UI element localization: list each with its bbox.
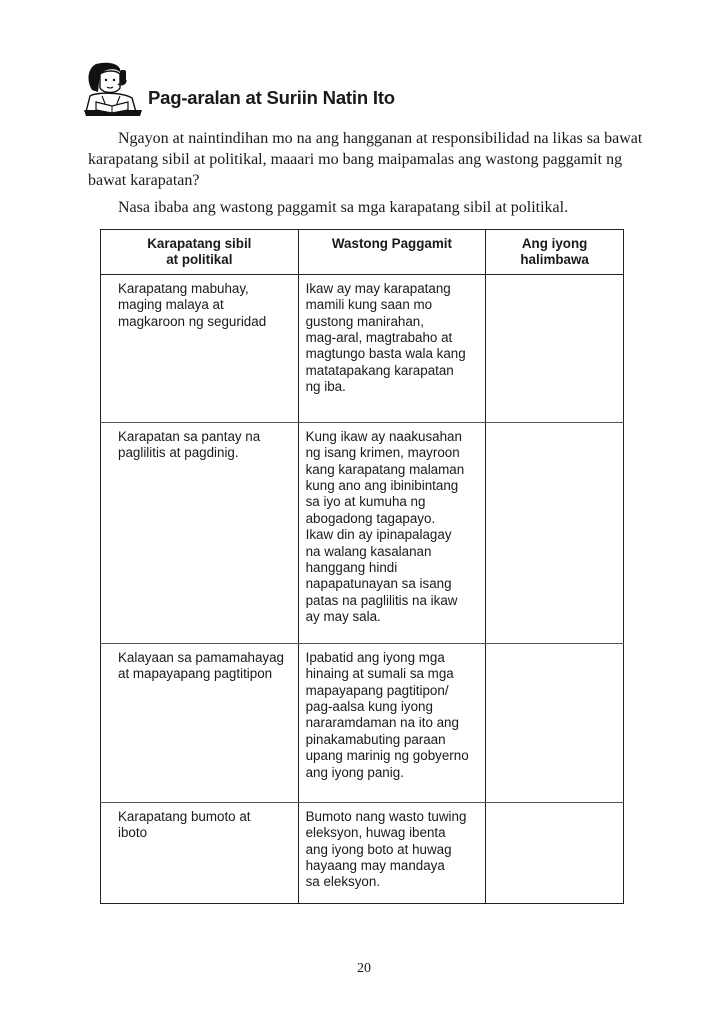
table-header-row [101, 230, 624, 275]
intro-text: Ngayon at naintindihan mo na ang hangganan at responsibilidad na likas sa bawat karapatang sibil at politikal, maaari mo bang maipamalas ang wastong paggamit ng bawat karapatan? [88, 130, 643, 189]
table-row-separator [101, 626, 624, 644]
section-header [82, 60, 442, 120]
intro-paragraph [88, 128, 648, 191]
table-row-separator [101, 785, 624, 803]
table-row [101, 802, 624, 903]
example-cell [486, 802, 624, 903]
column-header-right: Karapatang sibil at politikal [101, 230, 299, 275]
right-usage: Kung ikaw ay naakusahan ng isang krimen, mayroon kang karapatang malaman kung ano ang ibinibintang sa iyo at kumuha ng abogadong tagapayo. Ikaw din ay ipinapalagay na walang kasalanan hanggang hindi napapatunayan sa isang patas na paglilitis na ikaw ay may sala. [305, 428, 465, 625]
example-cell [486, 643, 624, 785]
column-header-usage: Wastong Paggamit [298, 230, 486, 275]
person-reading-phone-icon [82, 60, 146, 118]
right-name: Kalayaan sa pamamahayag at mapayapang pagtitipon [118, 649, 285, 682]
right-name: Karapatang bumoto at iboto [118, 808, 251, 841]
column-header-example: Ang iyong halimbawa [486, 230, 624, 275]
rights-table [100, 229, 624, 904]
table-row [101, 643, 624, 785]
right-usage: Ipabatid ang iyong mga hinaing at sumali sa mga mapayapang pagtitipon/ pag-aalsa kung iyong nararamdaman na ito ang pinakamabuting paraan upang marinig ng gobyerno ang iyong panig. [305, 649, 469, 780]
right-name: Karapatang mabuhay, maging malaya at magkaroon ng seguridad [118, 280, 267, 329]
right-usage: Ikaw ay may karapatang mamili kung saan mo gustong manirahan, mag-aral, magtrabaho at magtungo basta wala kang matatapakang karapatan ng iba. [305, 280, 466, 395]
lead-sentence: Nasa ibaba ang wastong paggamit sa mga karapatang sibil at politikal. [118, 199, 569, 216]
table-row [101, 274, 624, 405]
section-title: Pag-aralan at Suriin Natin Ito [148, 87, 395, 108]
right-name: Karapatan sa pantay na paglilitis at pagdinig. [118, 428, 261, 461]
example-cell [486, 274, 624, 405]
example-cell [486, 422, 624, 626]
page-number: 20 [357, 961, 371, 976]
table-row-separator [101, 405, 624, 423]
right-usage: Bumoto nang wasto tuwing eleksyon, huwag ibenta ang iyong boto at huwag hayaang may mandaya sa eleksyon. [305, 808, 467, 890]
table-row [101, 422, 624, 626]
